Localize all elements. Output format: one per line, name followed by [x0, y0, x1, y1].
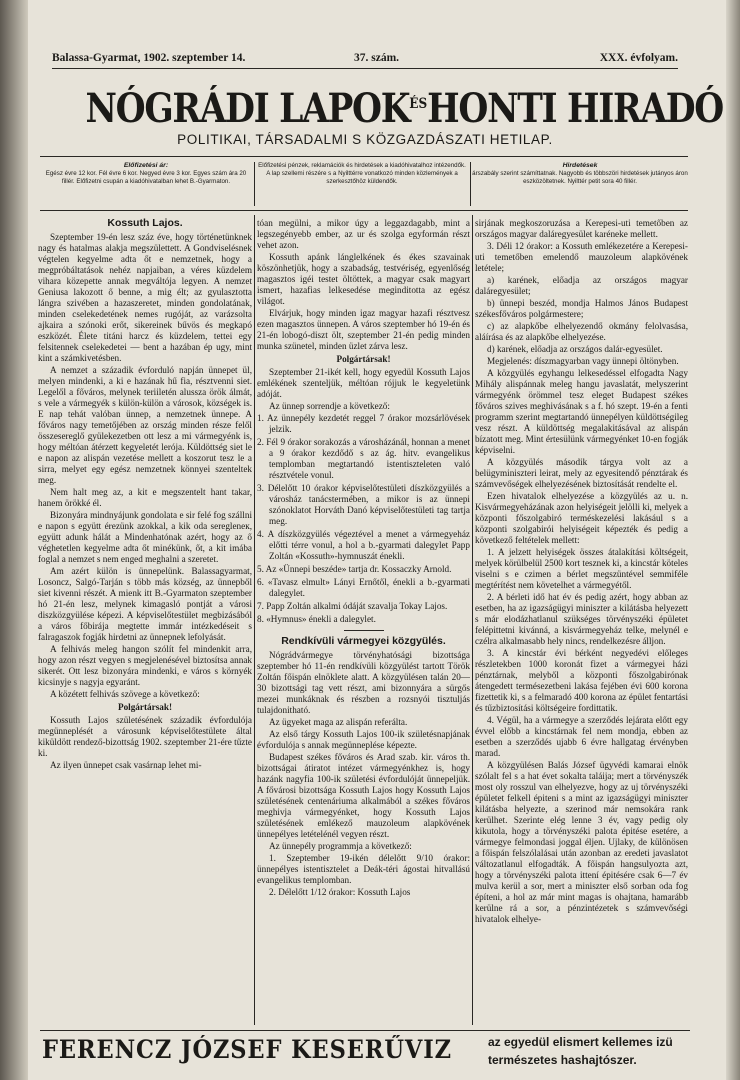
masthead-title-left: NÓGRÁDI LAPOK: [85, 85, 410, 132]
article-paragraph: Elvárjuk, hogy minden igaz magyar hazafi résztvesz ezen magasztos ünnepen. A város szeptember hó 19-én és 21-én lobogó-diszt ölt, szeptember 21-én pedig minden munka szünetel, minden üzlet zárva lesz.: [257, 308, 470, 351]
article-paragraph: A felhivás meleg hangon szólít fel mindenkit arra, hogy azon részt vegyen s megjelenésével biztosítsa annak sikerét. Ott lesz bizonyára mindenki, e város s környék kicsinyje s nagyja egyaránt.: [38, 644, 252, 687]
column-divider-2: [472, 215, 473, 1025]
article-paragraph: Kossuth apánk lánglelkének és ékes szavainak köszönhetjük, hogy a szabadság, testvériség, egyenlőség magasztos igéi testet öltöttek, a magyar csak magyart ismert, hazafias lelkesedése meginditotta az egész világot.: [257, 252, 470, 306]
column-divider-1: [254, 215, 255, 1025]
masthead-subtitle: POLITIKAI, TÁRSADALMI S KÖZGAZDÁSZATI HETILAP.: [177, 132, 553, 147]
column-2: [257, 218, 470, 1026]
masthead-title-right: HONTI HIRADÓ: [427, 85, 723, 132]
article-paragraph: 3. Déli 12 órakor: a Kossuth emlékezetére a Kerepesi-uti temetőben emelendő mauzoleum alapkövének letétele;: [475, 241, 688, 273]
article-paragraph: A közgyülés második tárgya volt az a belügyminiszteri leirat, mely az egyesitendő pénztárak és számvevőségek elhelyezésének biztosítását rendelte el.: [475, 457, 688, 489]
article-paragraph: c) az alapkőbe elhelyezendő okmány felolvasása, aláírása és az alapkőbe elhelyezése.: [475, 321, 688, 342]
ads-heading: Hirdetések: [562, 162, 598, 169]
program-item: 4. A díszközgyülés végeztével a menet a vármegyeház előtti térre vonul, a hol a b.-gyarmati dalegylet Papp Zoltán «Kossuth»-hymnuszát énekli.: [257, 529, 470, 561]
article-paragraph: Budapest székes főváros és Arad szab. kir. város th. bizottságai átiratot intézet vármegyénkhez is, hogy hazánk nagyfia 100-ik születési évfordulóját ünnepeljük. A fővárosi bizottsága Kossuth Lajos hogy Kossuth Lajos születésének centenáriuma alkalmából a székes főváros meghivja vármegyénket, hogy Kossuth Lajos születésének emlékező mauzoleum alapkövének ünnepélyes letételénél vegyen részt.: [257, 752, 470, 839]
article-paragraph: Az ügyeket maga az alispán referálta.: [269, 717, 408, 727]
submissions-text: Előfizetési pénzek, reklamációk és hirdetések a kiadóhivatalhoz intézendők. A lap szellemi részére s a Nyilttérre vonatkozó minden közlemények a szerkesztőhöz küldendők.: [258, 162, 466, 185]
submissions-box: [256, 162, 468, 206]
article-paragraph: sirjának megkoszoruzása a Kerepesi-uti temetőben az országos magyar daláregyesület karéneke mellett.: [475, 218, 688, 239]
salutation: Polgártársak!: [336, 354, 391, 364]
article-paragraph: A nemzet a századik évforduló napján ünnepet ül, melyen mindenki, a ki e hazának hű fia, résztvenni siet. Legelől a főváros, melynek teriiletén alussza örök álmát, s vele a vármegyék s külön-külön a városok, községek is. E nap tehát valóban ünnep, a nemzetnek ünnepe. A főváros nagy temetőjében az ország minden része felől összesereglő gyülekezetben ott lesz a mi vármegyénk is, hogy méltóan átérzett kegyeletét lerója. Küldöttség siet le e napon az alispán vezetése mellett a koszorut tesz le a sirra, melyet egy egész nemzetnek könnyei szenteltek meg.: [38, 365, 252, 485]
advertisement-banner: [40, 1030, 690, 1075]
article-paragraph: 2. Délelőtt 1/12 órakor: Kossuth Lajos: [269, 887, 411, 897]
ads-text: árszabály szerint számíttatnak. Nagyobb és többszöri hirdetések jutányos áron eszközöltetnek. Nyilttér petit sora 40 fillér.: [472, 170, 688, 185]
subscription-text: Egész évre 12 kor. Fél évre 6 kor. Negyed évre 3 kor. Egyes szám ára 20 fillér. Előfizetni csupán a kiadóhivatalban lehet B.-Gyarmaton.: [45, 170, 247, 185]
article-paragraph: A közétett felhivás szövege a következő:: [50, 689, 200, 699]
masthead-title: [85, 74, 723, 134]
article-paragraph: Az ünnep sorrendje a következő:: [269, 401, 390, 411]
article-paragraph: Nem halt meg az, a kit e megszentelt hant takar, hanem örökké él.: [38, 487, 252, 508]
article-paragraph: A közgyülésen Balás József ügyvédi kamarai elnök szólalt fel s a hat évet sokalta taláija; mert a törvényszék most oly rosszul van elhelyezve, hogy az uj törvényszéki épületet felkell épiteni s a mint az igazságügyi miniszter kilátásba helyezte, a szerinod már nemsokára rank kerülhet. Szerinte elég lenne 3 év, vagy pedig oly kikutola, hogy a törvényszéki palota épitése esetére, a vármegye felmondasi joggal éljen. Ujlaky, de különösen a főispán felszólalásai után azonban az eredeti javaslatot változatlanul elfogadták. A főispán hangsulyozta azt, hogy a törvényszéki palota ittení épitésére csak 6—7 év mulva kerül a sor, mert a miniszter első sorban oda fog építeni, a hol az már mint magas is ohajtana, hamarább kerülne rá a sor, a pénzintézetek s számvevőségi hivatalok elhelye-: [475, 760, 688, 924]
article-heading-assembly: Rendkívüli vármegyei közgyülés.: [281, 635, 446, 647]
article-paragraph: a) karének, előadja az országos magyar daláregyesület;: [475, 275, 688, 296]
place-date: Balassa-Gyarmat, 1902. szeptember 14.: [52, 52, 246, 64]
article-paragraph: Ezen hivatalok elhelyezése a közgyülés az u. n. Kisvármegyeházának azon helyiségeit jelölli ki, melyek a központi főszolgabiró terméskezelési lakásául s a központi szolgabirói helyiségeit képezték és pedig a következő feltételek mellett:: [475, 491, 688, 545]
header-rule-top: [40, 156, 688, 157]
article-paragraph: Szeptember 21-ikét kell, hogy egyedül Kossuth Lajos emlékének szenteljük, méltóan rójjuk le kegyeletünk adóját.: [257, 367, 470, 399]
page-edge-shadow-left: [0, 0, 28, 1080]
ads-box: [472, 162, 688, 206]
salutation: Polgártársak!: [117, 702, 173, 712]
program-item: 1. Az ünnepély kezdetét reggel 7 órakor mozsárlövések jelzik.: [257, 413, 470, 434]
advert-tagline-1: az egyedül elismert kellemes izü: [488, 1035, 673, 1049]
article-paragraph: 1. Szeptember 19-ikén délelőtt 9/10 órakor: ünnepélyes istentisztelet a Deák-téri ágostai hitvallású evangelikus templomban.: [257, 853, 470, 885]
article-paragraph: Kossuth Lajos születésének századik évfordulója megünneplését a városunk képviselőtestülete által kiküldött rendező-bizottság 1902. szeptember 21-ére tűzte ki.: [38, 715, 252, 758]
program-item: 8. «Hymnus» énekli a dalegylet.: [257, 614, 376, 624]
volume-number: XXX. évfolyam.: [599, 52, 678, 64]
subscription-box: [40, 162, 252, 206]
program-item: 6. «Tavasz elmult» Lányi Ernőtől, énekli a b.-gyarmati dalegylet.: [257, 577, 470, 598]
program-item: 2. Fél 9 órakor sorakozás a városházánál, honnan a menet a 9 órakor kezdődő s az ág. hitv. evangelikus templomban megtartandó istentiszteleten való résztvétele vonul.: [257, 437, 470, 480]
program-item: 7. Papp Zoltán alkalmi ódáját szavalja Tokay Lajos.: [257, 601, 448, 611]
article-paragraph: d) karének, előadja az országos dalár-egyesület.: [487, 344, 663, 354]
column-3: [475, 218, 688, 1026]
article-paragraph: Megjelenés: díszmagyarban vagy ünnepi öltönyben.: [487, 356, 679, 366]
article-heading-kossuth: Kossuth Lajos.: [107, 218, 183, 229]
article-paragraph: Szeptember 19-én lesz száz éve, hogy történetünknek nagy és hatalmas alakja megszülettett. A Gondviselésnek végtelen kegyelme adta őt e nemzetnek, hogy a megpróbáltatások nehéz napjaiban, a véres küzdelem vihara közepette annak megváltója legyen. A nemzet Geniusa lakozott ő benne, a mig élt; az gyulasztotta lángra szivében a hazaszeretet, minden gondolatának, minden cselekedetének nemes rugóját, az varázsolta ajkaira a szónoki erőt, sikereinek bűvös és megkapó eszközét. Élete titáni harcz és küzdelem, tettei egy felsitennek cselekedetei — bent a hazában ép ugy, mint kint a számkivetésben.: [38, 232, 252, 363]
article-paragraph: Az első tárgy Kossuth Lajos 100-ik születésnapjának évfordulója s annak megünneplése képezte.: [257, 729, 470, 750]
header-rule-bottom: [40, 210, 688, 211]
article-paragraph: Bizonyára mindnyájunk gondolata e sir felé fog szállni e napon s együtt érezünk azokkal, a kik oda seregleneк, együtt adunk hálát a Mindenhatónak azért, hogy az ő véghetetlen kegyelme adta őt minékünk, őt, a kit imába foglal a nemzet s nem enged meghalni a szeretet.: [38, 510, 252, 564]
article-paragraph: A közgyülés egyhangu lelkesedéssel elfogadta Nagy Mihály alispánnak meleg hangu javaslatát, melyszerint vármegyénk örömmel tesz eleget Budapest székes főváros szives meghivásának s a f. hó szept. 19-én a fenti programm szerint megtartandó ünnepélyen küldöttségileg vesz részt. A küldöttség megalakitásával az alispán bízatott meg. Mint értesülünk vármegyénket 10-en fogják képviselni.: [475, 368, 688, 455]
info-divider-2: [470, 162, 471, 206]
page-edge-shadow-right: [726, 0, 740, 1080]
article-paragraph: Az ünnepély programmja a következő:: [269, 841, 412, 851]
article-paragraph: b) ünnepi beszéd, mondja Halmos János Budapest székesfőváros polgármestere;: [475, 298, 688, 319]
article-paragraph: Az ilyen ünnepet csak vasárnap lehet mi-: [50, 760, 202, 770]
program-item: 5. Az «Ünnepi beszéde» tartja dr. Kossaczky Arnold.: [257, 564, 452, 574]
advert-tagline-2: természetes hashajtószer.: [488, 1053, 637, 1067]
article-paragraph: Am azért külön is ünnepelünk. Balassagyarmat, Losoncz, Salgó-Tarján s több más község, az ünnepből siet kivenni részét. A mienk itt B.-Gyarmaton szeptember hó 21-én lesz, melynek kimagasló pontját a városi diszközgyülése képezi. A képviselőtestület megbizásából a város főbirája megtette immár intézkedéseit s falragaszok fogják hirdetni az ünnepnek lefolyását.: [38, 566, 252, 642]
article-paragraph: 4. Végül, ha a vármegye a szerződés lejárata előtt egy évvel előbb a kincstárnak fel nem mondja, ebben az esetben a szerződés ujabb 6 évre hallgatag érvényben marad.: [475, 715, 688, 758]
issue-info-line: [52, 52, 678, 69]
subscription-heading: Előfizetési ár:: [123, 162, 169, 169]
column-1: [38, 218, 252, 1026]
article-paragraph: 1. A jelzett helyiségek összes átalakítási költségeit, melyek körülbelül 2500 kort tesznek ki, a kincstár köteles viselni s e czimen a bérlet megszüntével semmiféle megtérítést nem követelhet a vármegyétől.: [475, 547, 688, 590]
issue-number: 37. szám.: [354, 52, 400, 64]
article-paragraph: 3. A kincstár évi bérként negyedévi előleges részletekben 1000 koronát fizet a vármegyei házi pénztárnak, melyből a központi főszolgabirónak átengedett termésezetbeni lakása fejében évi 600 korona fizettetik ki, s a felmaradó 400 korona az épület fentartási és tűzbiztosítási költségeire fordittatik.: [475, 648, 688, 713]
masthead-title-join: ÉS: [409, 96, 428, 112]
article-paragraph: Nógrádvármegye törvényhatósági bizottsága szeptember hó 11-én rendkívüli közgyülést tartott Török Zoltán főispán elnöklete alatt. A közgyülésen talán 20—30 bizottsági tag vett részt, ami bizonnyára a sürgős mezei munkáknak és részben a rozsnyói tisztuljás tulajdonitható.: [257, 650, 470, 715]
section-divider: [344, 630, 384, 631]
program-item: 3. Délelőtt 10 órakor képviselőtestületi díszközgyülés a városház tanácstermében, a mikor is az ünnepi szónoklatot Horváth Danó képviselőtestületi tag tartja meg.: [257, 483, 470, 526]
article-paragraph: 2. A bérleti idő hat év és pedig azért, hogy abban az esetben, ha az igazságügyi miniszter a kilátásba helyezett s már elodázhatlanul szükséges törvényszéki épületet felépittetni kivánná, a kisvármegyeház telke, melynél e czélra alkalmasabb hely nincs, rendelkezésre álljon.: [475, 592, 688, 646]
info-divider-1: [254, 162, 255, 206]
article-paragraph: tóan megülni, a mikor úgy a leggazdagabb, mint a legszegényebb ember, az ur és szolga egyformán részt vehet azon.: [257, 218, 470, 250]
advert-brand: FERENCZ JÓZSEF KESERŰVIZ: [42, 1035, 453, 1064]
